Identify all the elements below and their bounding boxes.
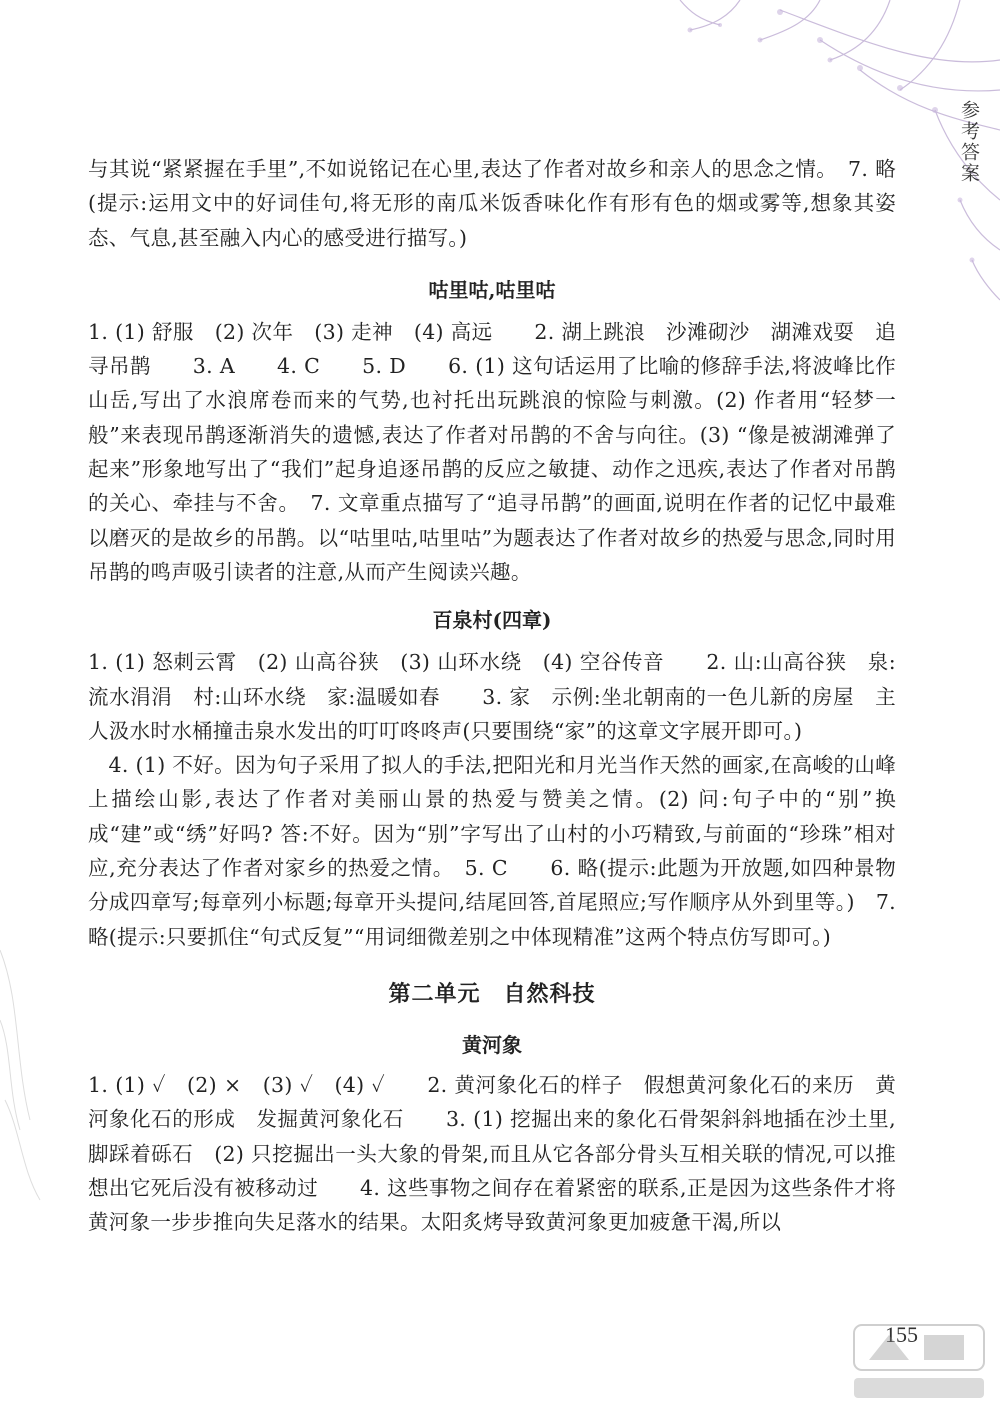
section-title-guliguli: 咕里咕,咕里咕 (428, 277, 556, 302)
unit-title: 第二单元 自然科技 (388, 980, 596, 1007)
continuation-paragraph: 与其说“紧紧握在手里”,不如说铭记在心里,表达了作者对故乡和亲人的思念之情。 7. 略(提示:运用文中的好词佳句,将无形的南瓜米饭香味化作有形有色的烟或雾等,想象其姿态、气息,甚至融入内心的感受进行描写。) (88, 157, 896, 250)
section-title-baiquancun: 百泉村(四章) (432, 608, 552, 633)
page-number: 155 (885, 1322, 918, 1347)
watermark-logo (844, 1320, 994, 1405)
answer-content (88, 152, 896, 1239)
side-tab-label: 参考答案 (958, 100, 980, 184)
section-paragraph-huanghexiang: 1. (1) ✓ (2) × (3) ✓ (4) ✓ 2. 黄河象化石的样子 假想黄河象化石的来历 黄河象化石的形成 发掘黄河象化石 3. (1) 挖掘出来的象化石骨架斜斜地插在沙土里,脚踩着砾石 (2) 只挖掘出一头大象的骨架,而且从它各部分骨头互相关联的情况,可以推想出它死后没有被移动过 4. 这些事物之间存在着紧密的联系,正是因为这些条件才将黄河象一步步推向失足落水的结果。太阳炙烤导致黄河象更加疲惫干渴,所以 (88, 1072, 896, 1235)
section-paragraph-baiquancun-2: 4. (1) 不好。因为句子采用了拟人的手法,把阳光和月光当作天然的画家,在高峻的山峰上描绘山影,表达了作者对美丽山景的热爱与赞美之情。(2) 问:句子中的“别”换成“建”或“绣”好吗? 答:不好。因为“别”字写出了山村的小巧精致,与前面的“珍珠”相对应,充分表达了作者对家乡的热爱之情。 5. C 6. 略(提示:此题为开放题,如四种景物分成四章写;每章列小标题;每章开头提问,结尾回答,首尾照应;写作顺序从外到里等。) 7. 略(提示:只要抓住“句式反复”“用词细微差别之中体现精准”这两个特点仿写即可。) (88, 753, 896, 949)
section-title-huanghexiang: 黄河象 (462, 1032, 522, 1057)
section-paragraph-guliguli: 1. (1) 舒服 (2) 次年 (3) 走神 (4) 高远 2. 湖上跳浪 沙滩砌沙 湖滩戏耍 追寻吊鹊 3. A 4. C 5. D 6. (1) 这句话运用了比喻的修辞手法,将波峰比作山岳,写出了水浪席卷而来的气势,也衬托出玩跳浪的惊险与刺激。(2) 作者用“轻梦一般”来表现吊鹊逐渐消失的遗憾,表达了作者对吊鹊的不舍与向往。(3) “像是被湖滩弹了起来”形象地写出了“我们”起身追逐吊鹊的反应之敏捷、动作之迅疾,表达了作者对吊鹊的关心、牵挂与不舍。 7. 文章重点描写了“追寻吊鹊”的画面,说明在作者的记忆中最难以磨灭的是故乡的吊鹊。以“咕里咕,咕里咕”为题表达了作者对故乡的热爱与思念,同时用吊鹊的鸣声吸引读者的注意,从而产生阅读兴趣。 (88, 319, 896, 584)
section-paragraph-baiquancun-1: 1. (1) 怒刺云霄 (2) 山高谷狭 (3) 山环水绕 (4) 空谷传音 2. 山:山高谷狭 泉:流水涓涓 村:山环水绕 家:温暖如春 3. 家 示例:坐北朝南的一色儿新的房屋 主人汲水时水桶撞击泉水发出的叮叮咚咚声(只要围绕“家”的这章文字展开即可。) (88, 650, 896, 743)
